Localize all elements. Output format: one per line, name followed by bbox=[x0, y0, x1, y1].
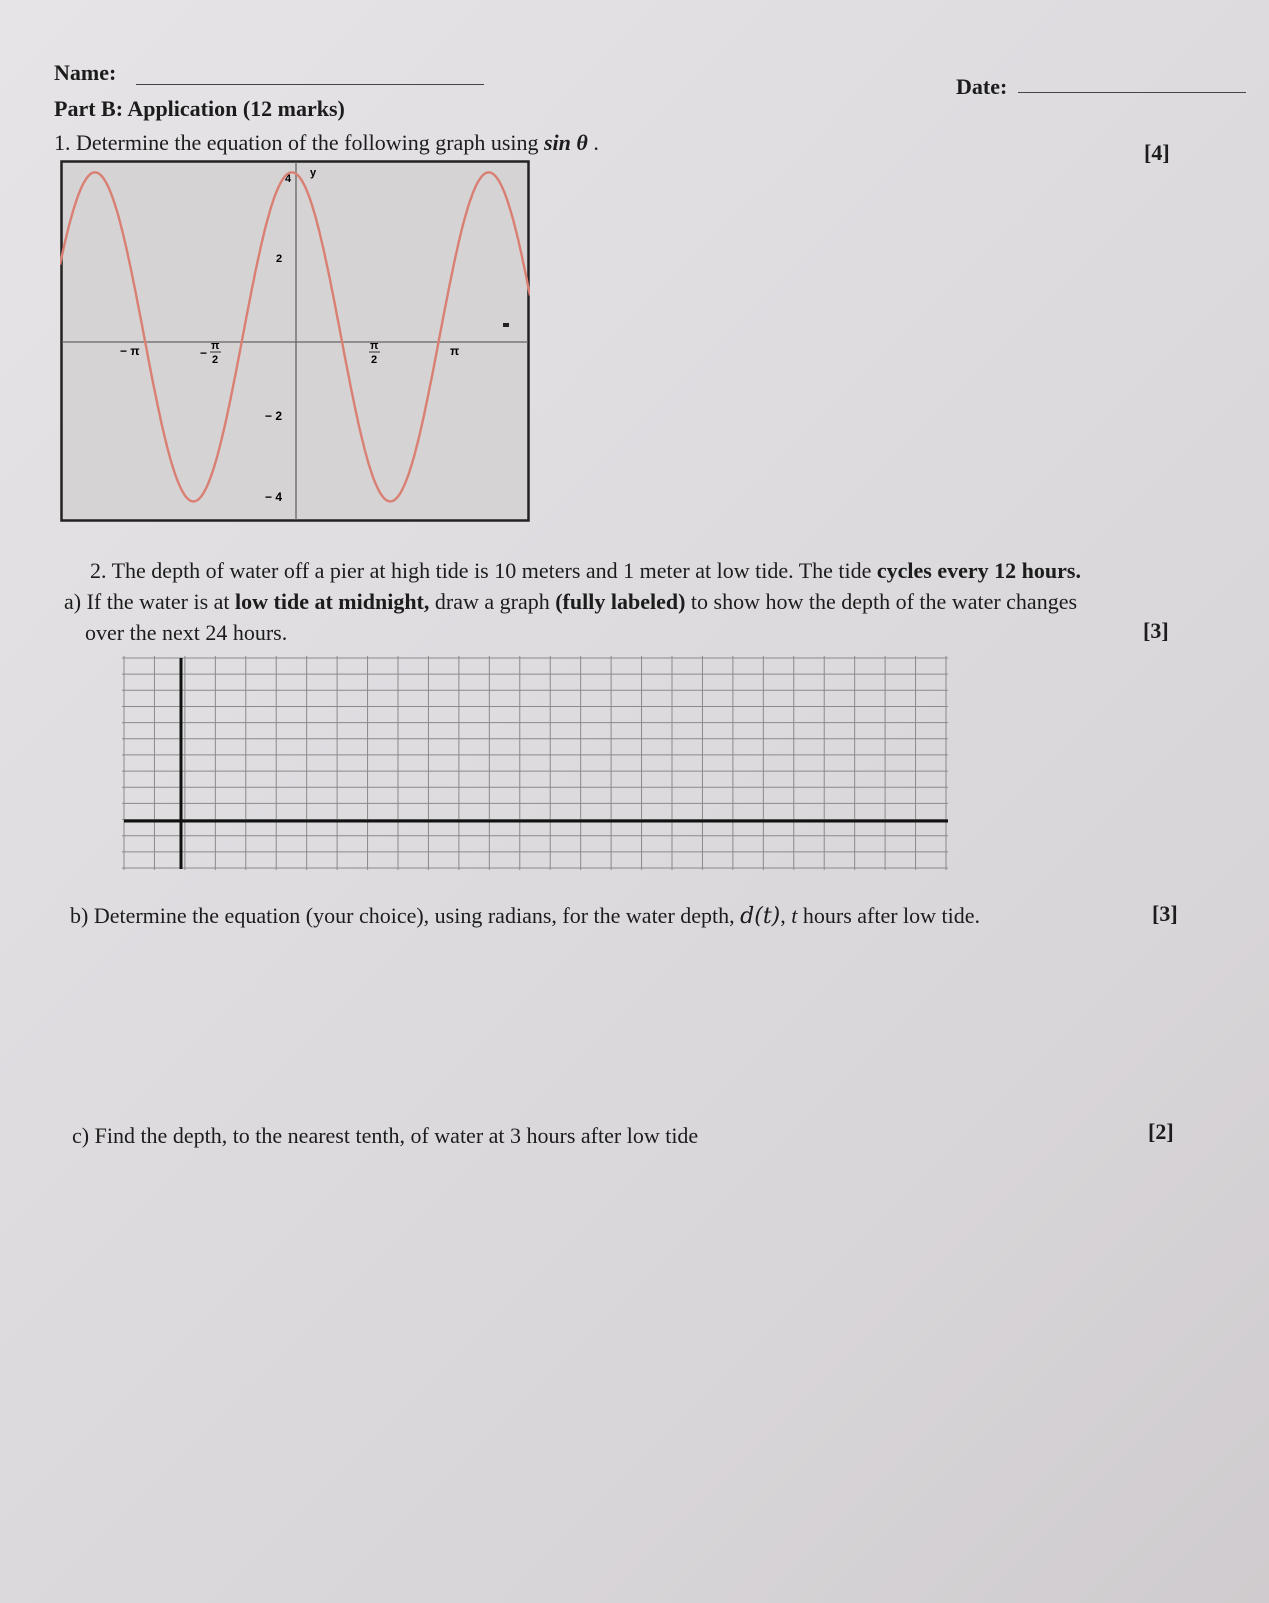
q2b-dt: d(t) bbox=[740, 904, 781, 929]
q2a-part5: to show how the depth of the water changes bbox=[685, 589, 1078, 614]
q2a-bold1: low tide at midnight, bbox=[235, 589, 430, 614]
q1-xtick-half-pi-num: π bbox=[370, 340, 379, 352]
q1-ytick-2: 2 bbox=[276, 253, 283, 265]
q2a-part3: draw a graph bbox=[429, 589, 556, 614]
date-label: Date: bbox=[956, 74, 1008, 99]
q1-xtick-neg-half-pi-num: π bbox=[211, 340, 220, 352]
q2c-text: c) Find the depth, to the nearest tenth, of water at 3 hours after low tide bbox=[72, 1123, 699, 1148]
q2c-marks: [2] bbox=[1148, 1119, 1174, 1144]
q1-ytick-4: 4 bbox=[285, 173, 292, 185]
date-field-line[interactable] bbox=[1018, 92, 1246, 93]
q2a-bold2: (fully labeled) bbox=[555, 589, 686, 614]
q2a-blank-grid[interactable] bbox=[122, 656, 948, 870]
q1-func: sin θ bbox=[544, 130, 588, 155]
q2b-marks: [3] bbox=[1152, 901, 1178, 926]
q1-ytick-neg2: − 2 bbox=[265, 409, 283, 423]
part-title: Part B: Application (12 marks) bbox=[54, 96, 345, 121]
q1-xtick-neg-half-pi-sign: − bbox=[200, 346, 208, 360]
q1-xtick-neg-pi: − π bbox=[120, 344, 140, 358]
q1-ytick-neg4: − 4 bbox=[265, 490, 283, 504]
q1-xtick-pi: π bbox=[450, 344, 460, 358]
q2-intro bbox=[90, 558, 1081, 584]
q2b-comma: , bbox=[780, 903, 792, 928]
q2a-text bbox=[64, 589, 1077, 615]
q2a-part1: a) If the water is at bbox=[64, 589, 236, 614]
q1-axis-arrow bbox=[503, 323, 509, 327]
q2a-marks: [3] bbox=[1143, 618, 1169, 643]
name-field-line[interactable] bbox=[136, 84, 484, 85]
q2a-text-line2: over the next 24 hours. bbox=[85, 620, 288, 645]
q1-graph-frame bbox=[62, 162, 529, 521]
q1-suffix: . bbox=[587, 130, 599, 155]
q2b-part1: b) Determine the equation (your choice), using radians, for the water depth, bbox=[70, 903, 741, 928]
q2-intro-text: 2. The depth of water off a pier at high tide is 10 meters and 1 meter at low tide. The tide bbox=[90, 558, 877, 583]
q2b-text bbox=[70, 903, 980, 929]
q1-xtick-half-pi-den: 2 bbox=[371, 354, 378, 366]
q1-marks: [4] bbox=[1144, 140, 1170, 165]
q1-prefix: 1. Determine the equation of the following graph using bbox=[54, 130, 544, 155]
q2b-t: t bbox=[791, 903, 798, 928]
q1-text bbox=[54, 130, 599, 156]
q2-intro-bold: cycles every 12 hours. bbox=[876, 558, 1081, 583]
q2b-part3: hours after low tide. bbox=[797, 903, 981, 928]
q2a-grid-lines bbox=[122, 656, 948, 870]
q1-sine-graph bbox=[60, 160, 530, 522]
name-label: Name: bbox=[54, 60, 117, 85]
q1-y-axis-label: y bbox=[310, 167, 317, 179]
q1-xtick-neg-half-pi-den: 2 bbox=[212, 354, 219, 366]
